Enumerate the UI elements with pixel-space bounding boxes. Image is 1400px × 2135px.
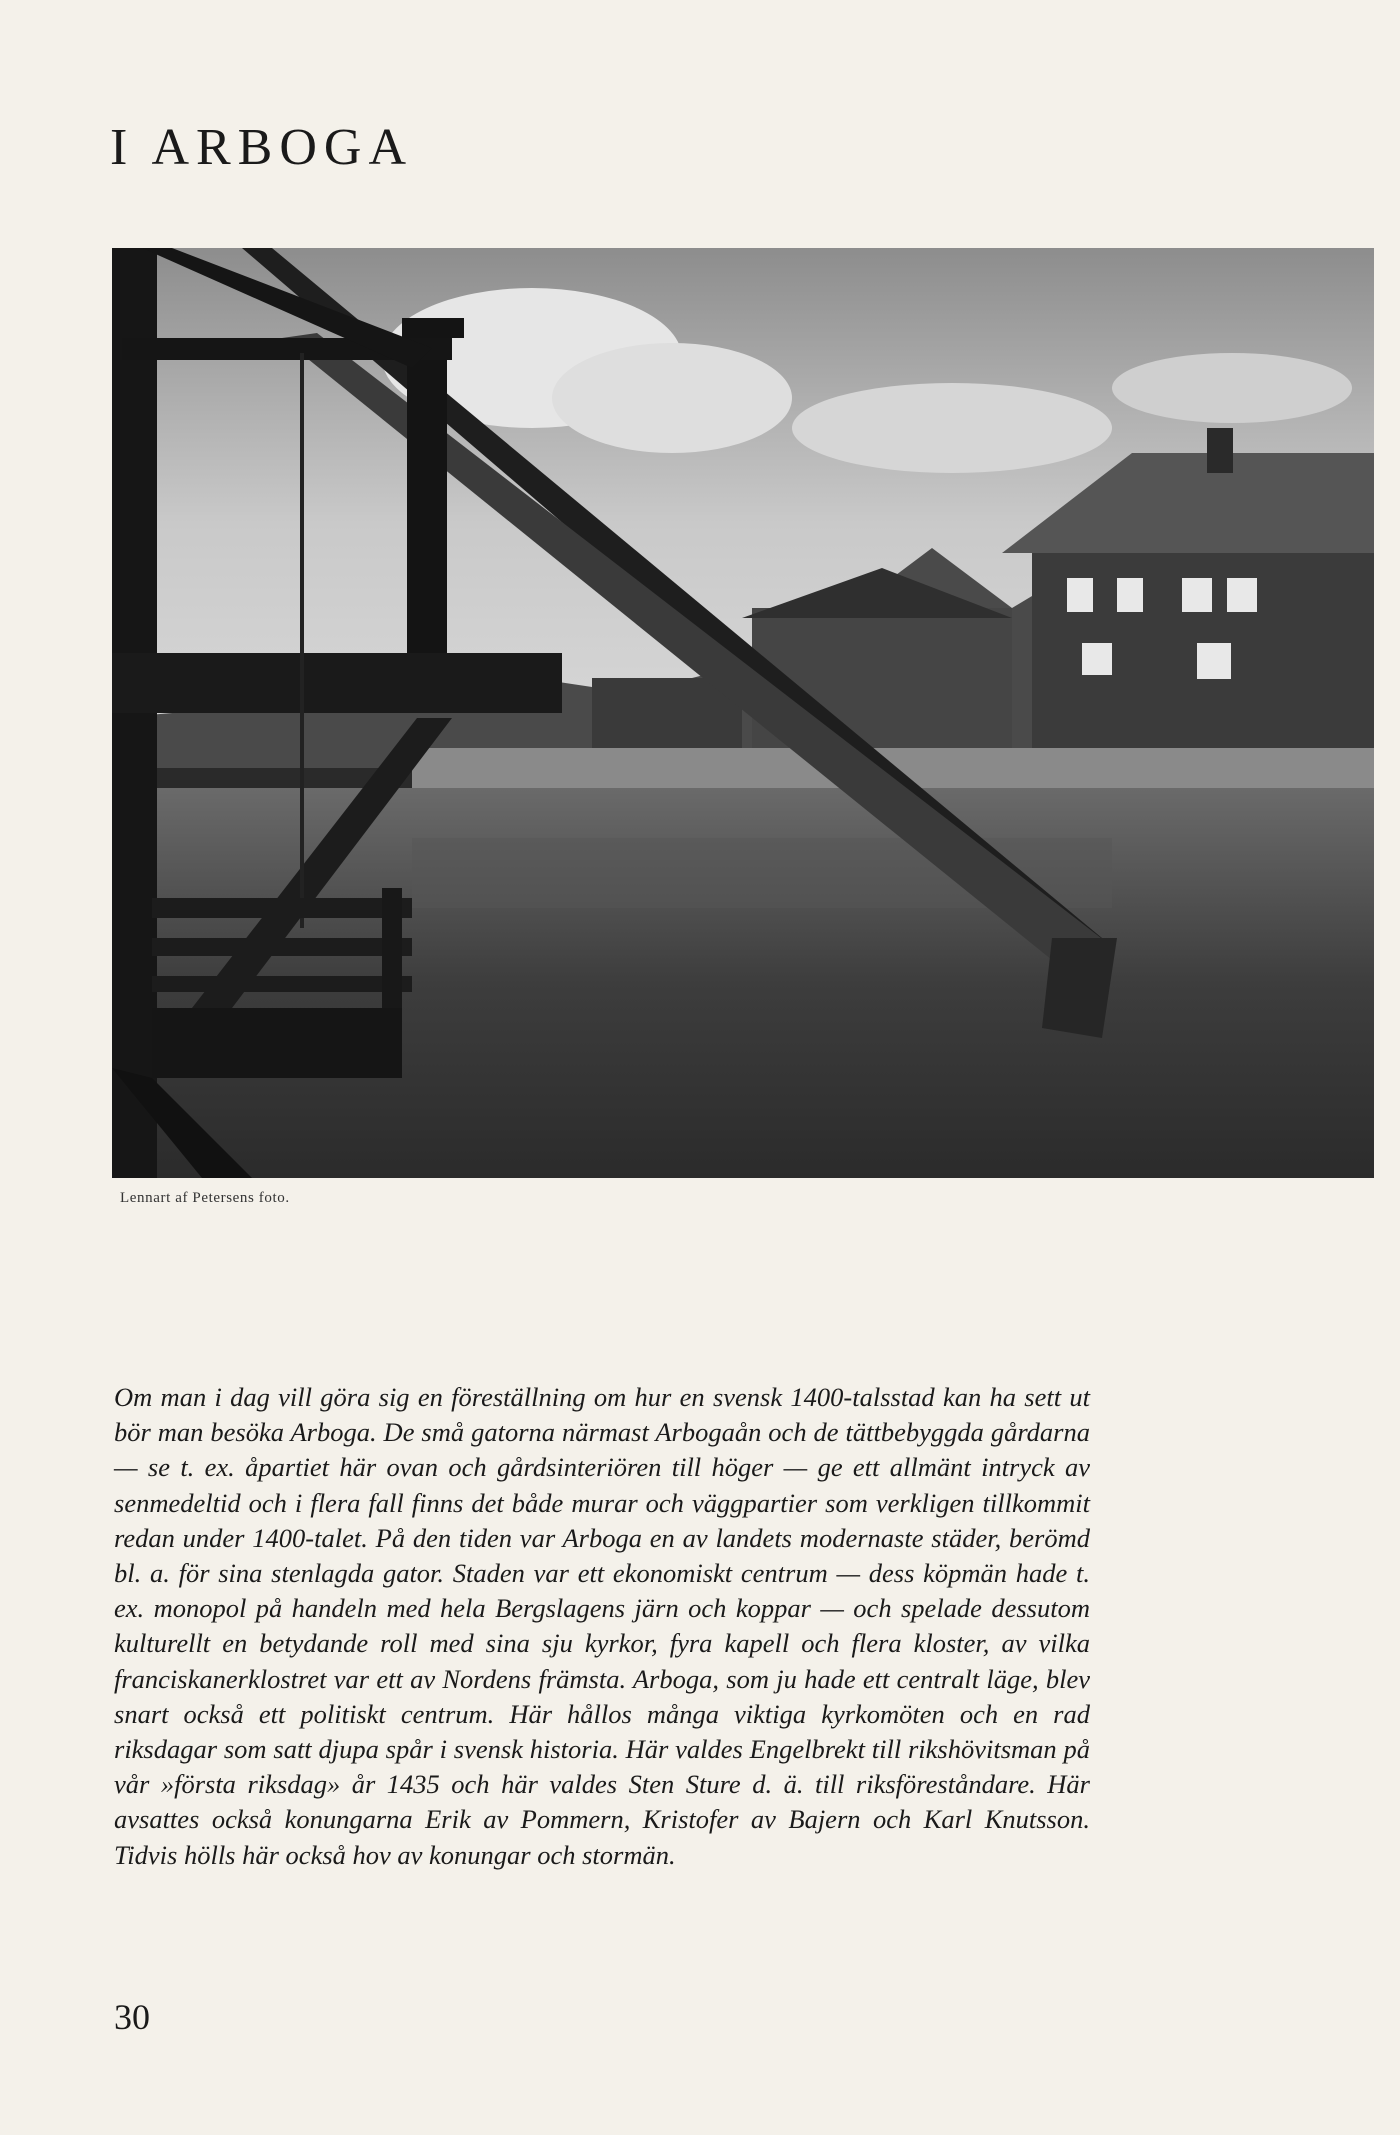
photograph-river-crane xyxy=(112,248,1374,1178)
page-title: I ARBOGA xyxy=(110,119,414,176)
photo-credit: Lennart af Petersens foto. xyxy=(120,1190,290,1206)
page-number: 30 xyxy=(114,1997,150,2037)
photo-illustration xyxy=(112,248,1374,1178)
body-paragraph: Om man i dag vill göra sig en föreställning om hur en svensk 1400-talsstad kan ha sett ut bör man besöka Arboga. De små gatorna närmast Arbogaån och de tättbebyggda gårdarna — se t. ex. åpartiet här ovan och gårdsinteriören till höger — ge ett allmänt intryck av senmedeltid och i flera fall finns det både murar och väggpartier som verkligen tillkommit redan under 1400-talet. På den tiden var Arboga en av landets modernaste städer, berömd bl. a. för sina stenlagda gator. Staden var ett ekonomiskt centrum — dess köpmän hade t. ex. monopol på handeln med hela Bergslagens järn och koppar — och spelade dessutom kulturellt en betydande roll med sina sju kyrkor, fyra kapell och flera kloster, av vilka franciskanerklostret var ett av Nordens främsta. Arboga, som ju hade ett centralt läge, blev snart också ett politiskt centrum. Här hållos många viktiga kyrkomöten och en rad riksdagar som satt djupa spår i svensk historia. Här valdes Engelbrekt till rikshövitsman på vår »första riksdag» år 1435 och här valdes Sten Sture d. ä. till riksföreståndare. Här avsattes också konungarna Erik av Pommern, Kristofer av Bajern och Karl Knutsson. Tidvis hölls här också hov av konungar och stormän. xyxy=(114,1382,1090,1870)
